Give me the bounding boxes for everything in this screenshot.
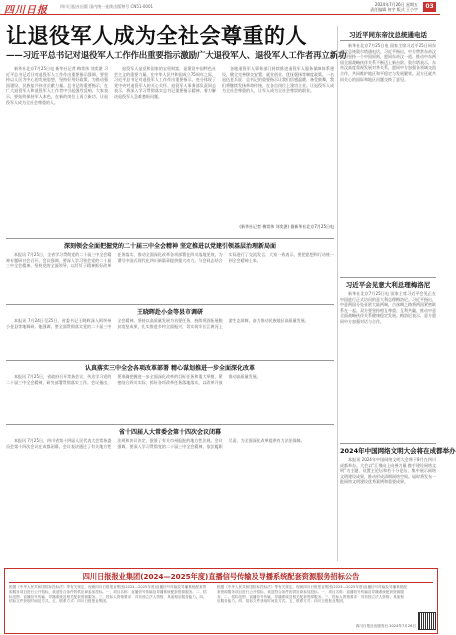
masthead-date: 2024年7月26日 星期五 — [374, 2, 418, 7]
section-3-title: 认真落实三中全会各项改革部署 精心谋划推进一步全面深化改革 — [84, 365, 256, 372]
section-1-text: 本报讯 7月25日，全省学习贯彻党的二十届三中全会精神专题研讨会召开。会议强调，要深入学习领会党的二十届三中全会精神，坚持党的全面领导，以钉钉子精神抓好改革任务落实，推动全面深化改革各项部署在四川落地见效，为谱写中国式现代化四川新篇章提供强大动力。与会同志结合实际进行了交流发言，大家一致表示，要把思想和行动统一到全会精神上来。 — [6, 252, 334, 269]
right-article-3-body — [340, 457, 436, 563]
lead-article-col3 — [222, 66, 334, 222]
right-article-1-title: 习近平同东帝汶总统通电话 — [349, 31, 427, 39]
divider — [340, 40, 436, 41]
section-4-title: 省十四届人大常委会第十四次会议闭幕 — [118, 429, 221, 436]
section-4-body — [6, 438, 334, 562]
ad-body-left — [9, 585, 209, 629]
masthead-editor: 责任编辑 何宇 版式 王小宇 — [370, 7, 418, 12]
ad-body-text-continued: 根据《中华人民共和国招标投标法》等有关规定，现就四川日报报业集团(2024—2025年度)直播信号传输及导播系统配套资源服务项目进行公开招标，欢迎符合条件的供应商参加投标。一、项目名称：直播信号传输及导播系统配套资源服务。二、招标范围：直播信号传输、导播系统及相关配套资源服务。三、投标人资格要求：具有独立法人资格，具备相应服务能力。四、招标文件获取时间及方式。五、联系方式：四川日报报业集团。 — [217, 585, 407, 604]
divider — [6, 360, 334, 361]
ad-divider — [9, 582, 433, 583]
page-number: 03 — [423, 2, 436, 12]
page-headline: 让退役军人成为全社会尊重的人 — [6, 24, 307, 48]
section-1-title: 深刻领会全面把握党的二十届三中全会精神 坚定推进以党建引领基层治理新局面 — [63, 243, 277, 250]
right-article-2-text: 新华社北京7月25日电 国家主席习近平会见正在中国进行正式访问的意大利总理梅洛尼。习近平指出，中意两国分处亚欧大陆两端，古丝绸之路将两国紧密联系在一起。双方要坚持相互尊重、互利共赢，推动中意全面战略伙伴关系健康稳定发展。梅洛尼表示，意方愿同中方加强对话与合作。 — [340, 291, 436, 324]
right-article-3-text: 本报讯 2024年中国网络文明大会将于8月在四川成都举办。大会以“汇聚向上向善力量 携手建设网络文明”为主题，设置主论坛和若干分论坛，集中展示网络文明建设成果，推动形成清朗网络空间。届时将发布一批网络文明建设优秀案例和重要成果。 — [340, 457, 436, 485]
page-subheadline: ——习近平总书记对退役军人工作作出重要指示激励广大退役军人、退役军人工作者再立新功 — [6, 51, 347, 61]
lead-article-col1-text: 新华社北京7月25日电 新华社记者 梅常伟 刘奕湛 习近平总书记近日对退役军人工作作出重要指示强调，要坚持以人民为中心的发展思想，坚持好用好政策，为推动强国建设、民族复兴伟业贡献力量。总书记的重要指示，在广大退役军人和退役军人工作者中引起强烈反响。大家表示，要始终保持军人本色，在新的岗位上再立新功，让退役军人成为全社会尊重的人。 — [6, 66, 108, 105]
ad-body-right — [217, 585, 407, 629]
masthead-info: 四川日报社出版 国内统一连续出版物号 CN51-0001 — [60, 4, 154, 9]
divider — [340, 443, 436, 444]
right-article-2-body — [340, 291, 436, 441]
ad-title: 四川日报报业集团(2024—2025年度)直播信号传输及导播系统配套资源服务招标公告 — [82, 572, 360, 581]
barcode-icon — [418, 612, 436, 630]
divider — [340, 277, 436, 278]
section-2-title: 王晓晖赴小金等县市调研 — [136, 309, 203, 316]
section-2-body — [6, 318, 334, 358]
section-3-body — [6, 374, 334, 422]
right-article-2-title: 习近平会见意大利总理梅洛尼 — [345, 281, 431, 289]
masthead-date-block — [370, 2, 418, 12]
footer-info: 四川日报社出版发行 2024年7月26日 — [355, 624, 416, 628]
column-divider — [337, 26, 338, 561]
divider — [6, 424, 334, 425]
right-article-1-text: 新华社北京7月25日电 国家主席习近平25日同东帝汶总统奥尔塔通电话。习近平指出，中方赞赏东帝汶政府坚持一个中国原则，愿同东帝汶一道，推动中东两国全面战略伙伴关系不断迈上新台阶。奥尔塔表示，东帝汶高度重视发展对华关系，愿同中方加强各领域交流合作，共同维护地区和平稳定与发展繁荣。双方还就共同关心的国际和地区问题交换了意见。 — [340, 43, 436, 82]
section-4-text: 本报讯 7月25日，四川省第十四届人民代表大会常务委员会第十四次会议在成都闭幕。会议表决通过了有关地方性法规和决议决定，批准了有关市州报批的地方性法规。会议强调，要深入学习贯彻党的二十届三中全会精神，依法履职尽责，为全面深化改革提供有力法治保障。 — [6, 438, 305, 449]
lead-article-col3-text: 各地退役军人事务部门持续推进退役军人服务保障体系建设，健全完善移交安置、就业创业、优抚褒扬等制度政策。一名退伍老兵说：总书记的重要指示让我们倍感温暖、备受鼓舞，我们将继续发扬革命传统，在各自岗位上建功立业。让退役军人成为全社会尊重的人，让军人成为全社会尊崇的职业。 — [222, 66, 334, 94]
section-1-body — [6, 252, 334, 302]
lead-article-col2-text: 退役军人是党和国家的宝贵财富，是建设中国特色社会主义的重要力量。在中华人民共和国成立75周年之际，习近平总书记对退役军人工作作出重要指示，充分体现了党中央对退役军人的关心关怀。退役军人事务部负责同志表示，将深入学习贯彻落实总书记重要指示精神，着力解决退役军人急难愁盼问题。 — [114, 66, 216, 99]
right-article-3-title: 2024年中国网络文明大会将在成都举办 — [340, 447, 456, 455]
divider — [6, 238, 334, 239]
lead-article-byline: (新华社记者 梅常伟 刘奕湛) 据新华社北京7月25日电 — [239, 224, 334, 229]
right-article-1-body — [340, 43, 436, 275]
section-3-text: 本报讯 7月25日，省政府召开常务会议，传达学习党的二十届三中全会精神，研究部署贯彻落实工作。会议指出，要准确把握进一步全面深化改革的目标任务和重大举措，紧密结合四川实际，抓好各项改革任务落地落实，以改革开放推动高质量发展。 — [6, 374, 261, 385]
section-2-text: 本报讯 7月24日至25日，省委书记王晓晖深入阿坝州小金县等地调研。他强调，要全面贯彻落实党的二十届三中全会精神，坚持以高质量发展为首要任务，持续巩固拓展脱贫攻坚成果，扎实推进乡村全面振兴，切实筑牢长江黄河上游生态屏障，奋力推动民族地区高质量发展。 — [6, 318, 309, 329]
newspaper-logo: 四川日报 — [4, 5, 48, 16]
lead-article-col1 — [6, 66, 108, 236]
divider — [6, 304, 334, 305]
lead-article-col2 — [114, 66, 216, 236]
ad-body-text: 根据《中华人民共和国招标投标法》等有关规定，现就四川日报报业集团(2024—2025年度)直播信号传输及导播系统配套资源服务项目进行公开招标，欢迎符合条件的供应商参加投标。一、项目名称：直播信号传输及导播系统配套资源服务。二、招标范围：直播信号传输、导播系统及相关配套资源服务。三、投标人资格要求：具有独立法人资格，具备相应服务能力。四、招标文件获取时间及方式。五、联系方式：四川日报报业集团。 — [9, 585, 207, 604]
